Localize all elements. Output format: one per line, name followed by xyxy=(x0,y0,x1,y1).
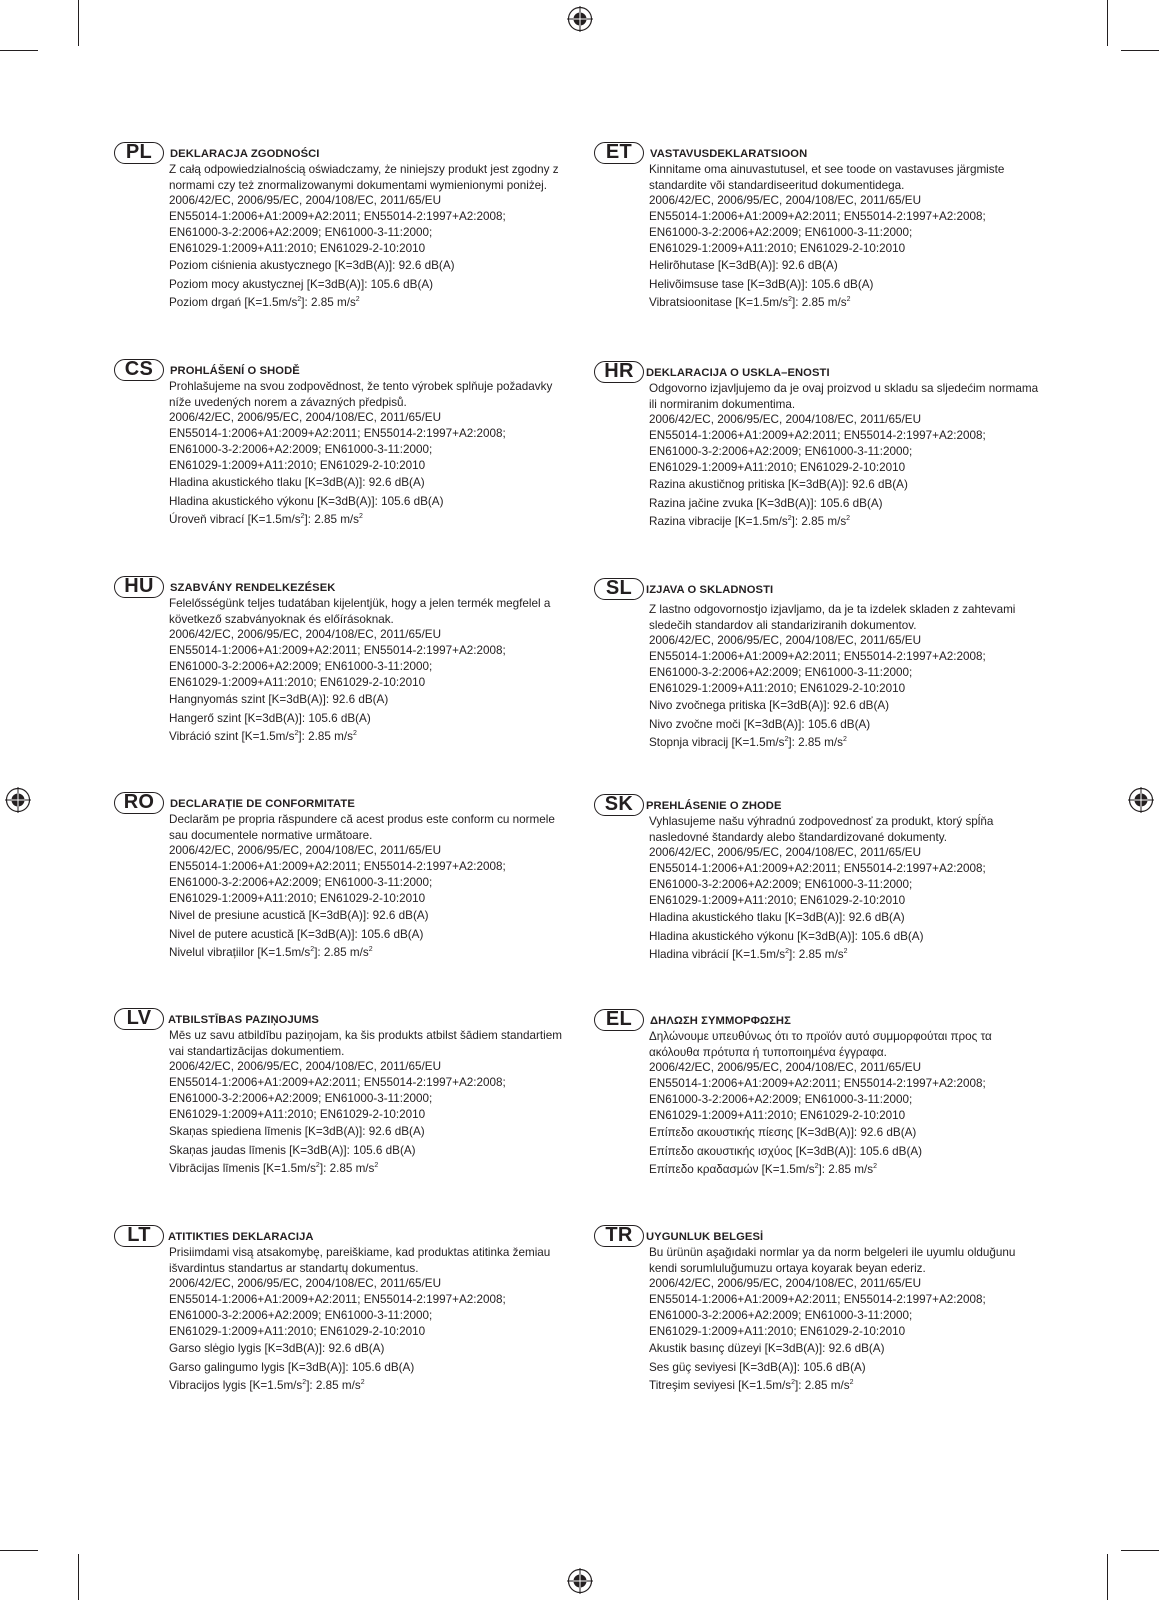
vibration-level xyxy=(649,734,1044,753)
vibration-value: ]: 2.85 m/s xyxy=(788,736,843,750)
standards-en55014: EN55014-1:2006+A1:2009+A2:2011; EN55014-2:1997+A2:2008; xyxy=(649,1077,986,1091)
declaration-body xyxy=(114,162,564,313)
vibration-label: Úroveň vibrací [K=1.5m/s xyxy=(169,513,301,527)
declaration-title: PROHLÁŠENÍ O SHODĚ xyxy=(170,365,300,377)
registration-mark-left xyxy=(5,787,31,813)
declaration-body xyxy=(594,381,1044,532)
vibration-value: ]: 2.85 m/s xyxy=(818,1163,874,1177)
sound-pressure-level: Akustik basınç düzeyi [K=3dB(A)]: 92.6 dB(A) xyxy=(649,1342,885,1356)
sound-power-level: Poziom mocy akustycznej [K=3dB(A)]: 105.6 dB(A) xyxy=(169,277,434,291)
declaration-statement: Felelősségünk teljes tudatában kijelentjük, hogy a jelen termék megfelel a következő szabványoknak és előírásoknak. xyxy=(169,597,551,626)
standards-en61029: EN61029-1:2009+A11:2010; EN61029-2-10:2010 xyxy=(649,461,906,475)
vibration-level xyxy=(649,513,1044,532)
superscript: 2 xyxy=(368,946,373,954)
sound-power-level: Nivel de putere acustică [K=3dB(A)]: 105.6 dB(A) xyxy=(169,927,424,941)
standards-en61000: EN61000-3-2:2006+A2:2009; EN61000-3-11:2000; xyxy=(649,445,913,459)
superscript: 2 xyxy=(374,1162,379,1170)
declaration-body xyxy=(114,1245,564,1396)
superscript: 2 xyxy=(785,948,789,956)
vibration-label: Vibráció szint [K=1.5m/s xyxy=(169,730,295,744)
sound-pressure-level: Hladina akustického tlaku [K=3dB(A)]: 92.6 dB(A) xyxy=(649,911,905,925)
superscript: 2 xyxy=(360,1379,365,1387)
declaration-hr xyxy=(594,361,1044,532)
crop-mark-bottom-left-vertical xyxy=(78,1554,79,1600)
declaration-statement: Declarăm pe propria răspundere că acest produs este conform cu normele sau documentele normative următoare. xyxy=(169,813,555,842)
declaration-statement: Kinnitame oma ainuvastutusel, et see toode on vastavuses järgmiste standardite või standardiseeritud dokumentidega. xyxy=(649,163,1005,192)
declaration-statement: Bu ürünün aşağıdaki normlar ya da norm belgeleri ile uyumlu olduğunu kendi sorumluluğumuzu ortaya koyarak beyan ederiz. xyxy=(649,1246,1016,1275)
language-code-badge: EL xyxy=(594,1009,644,1031)
standards-en61000: EN61000-3-2:2006+A2:2009; EN61000-3-11:2000; xyxy=(169,660,433,674)
superscript: 2 xyxy=(297,296,302,304)
vibration-value: ]: 2.85 m/s xyxy=(301,296,356,310)
standards-en55014: EN55014-1:2006+A1:2009+A2:2011; EN55014-2:1997+A2:2008; xyxy=(649,1293,986,1307)
vibration-label: Hladina vibrácií [K=1.5m/s xyxy=(649,948,786,962)
superscript: 2 xyxy=(788,296,793,304)
standards-en61000: EN61000-3-2:2006+A2:2009; EN61000-3-11:2000; xyxy=(169,443,433,457)
vibration-label: Titreşim seviyesi [K=1.5m/s xyxy=(649,1379,792,1393)
standards-directives: 2006/42/EC, 2006/95/EC, 2004/108/EC, 2011/65/EU xyxy=(649,634,922,648)
sound-power-level: Hladina akustického výkonu [K=3dB(A)]: 105.6 dB(A) xyxy=(169,494,444,508)
superscript: 2 xyxy=(784,736,789,744)
declaration-body xyxy=(114,379,564,530)
declaration-statement: Z całą odpowiedzialnością oświadczamy, że niniejszy produkt jest zgodny z normami czy też znormalizowanymi dokumentami wymienionymi poniżej. xyxy=(169,163,559,192)
declaration-header xyxy=(114,1008,564,1030)
superscript: 2 xyxy=(359,513,363,521)
declaration-title: VASTAVUSDEKLARATSIOON xyxy=(650,148,808,160)
declaration-title: ΔΗΛΩΣΗ ΣΥΜΜΟΡΦΩΣΗΣ xyxy=(650,1015,791,1027)
standards-en61000: EN61000-3-2:2006+A2:2009; EN61000-3-11:2000; xyxy=(649,226,913,240)
crop-mark-top-left-horizontal xyxy=(0,50,38,51)
declaration-title: DEKLARACIJA O USKLA–ENOSTI xyxy=(646,367,830,379)
declaration-header xyxy=(594,361,1044,383)
sound-power-level: Razina jačine zvuka [K=3dB(A)]: 105.6 dB(A) xyxy=(649,496,883,510)
declaration-lt xyxy=(114,1225,564,1396)
declaration-body xyxy=(114,596,564,747)
declaration-ro xyxy=(114,792,564,963)
standards-en61029: EN61029-1:2009+A11:2010; EN61029-2-10:2010 xyxy=(169,676,426,690)
declaration-title: UYGUNLUK BELGESİ xyxy=(646,1231,764,1243)
declaration-statement: Prisiimdami visą atsakomybę, pareiškiame, kad produktas atitinka žemiau išvardintus standartus ar standartų dokumentus. xyxy=(169,1246,551,1275)
declaration-title: IZJAVA O SKLADNOSTI xyxy=(646,584,774,596)
vibration-label: Vibrācijas līmenis [K=1.5m/s xyxy=(169,1162,316,1176)
superscript: 2 xyxy=(846,515,851,523)
crop-mark-bottom-right-vertical xyxy=(1107,1554,1108,1600)
sound-pressure-level: Hladina akustického tlaku [K=3dB(A)]: 92.6 dB(A) xyxy=(169,476,425,490)
standards-en61029: EN61029-1:2009+A11:2010; EN61029-2-10:2010 xyxy=(649,1325,906,1339)
vibration-level xyxy=(169,511,564,530)
declaration-tr xyxy=(594,1225,1044,1396)
vibration-level xyxy=(169,1160,564,1179)
standards-en61000: EN61000-3-2:2006+A2:2009; EN61000-3-11:2000; xyxy=(169,226,433,240)
standards-en61029: EN61029-1:2009+A11:2010; EN61029-2-10:2010 xyxy=(169,1108,426,1122)
vibration-level xyxy=(169,1377,564,1396)
standards-directives: 2006/42/EC, 2006/95/EC, 2004/108/EC, 2011/65/EU xyxy=(649,413,922,427)
crop-mark-bottom-left-horizontal xyxy=(0,1550,38,1551)
declaration-header xyxy=(594,794,1044,816)
language-code-badge: LV xyxy=(114,1008,164,1030)
standards-en61029: EN61029-1:2009+A11:2010; EN61029-2-10:2010 xyxy=(169,459,426,473)
vibration-value: ]: 2.85 m/s xyxy=(314,946,369,960)
sound-pressure-level: Hangnyomás szint [K=3dB(A)]: 92.6 dB(A) xyxy=(169,693,389,707)
vibration-label: Razina vibracije [K=1.5m/s xyxy=(649,515,788,529)
standards-directives: 2006/42/EC, 2006/95/EC, 2004/108/EC, 2011/65/EU xyxy=(649,194,922,208)
declaration-sk xyxy=(594,794,1044,965)
vibration-level xyxy=(649,1161,1044,1180)
language-code-badge: LT xyxy=(114,1225,164,1247)
standards-en55014: EN55014-1:2006+A1:2009+A2:2011; EN55014-2:1997+A2:2008; xyxy=(169,1293,506,1307)
vibration-level xyxy=(169,294,564,313)
declaration-body xyxy=(594,1245,1044,1396)
vibration-value: ]: 2.85 m/s xyxy=(306,1379,361,1393)
vibration-level xyxy=(169,944,564,963)
declaration-header xyxy=(594,142,1044,164)
vibration-label: Stopnja vibracij [K=1.5m/s xyxy=(649,736,785,750)
declaration-et xyxy=(594,142,1044,313)
vibration-value: ]: 2.85 m/s xyxy=(792,296,847,310)
standards-directives: 2006/42/EC, 2006/95/EC, 2004/108/EC, 2011/65/EU xyxy=(169,1277,442,1291)
standards-en61000: EN61000-3-2:2006+A2:2009; EN61000-3-11:2000; xyxy=(649,1093,913,1107)
declaration-statement: Δηλώνουμε υπευθύνως ότι το προϊόν αυτό συμμορφούται προς τα ακόλουθα πρότυπα ή τυποποιημένα έγγραφα. xyxy=(649,1030,992,1059)
declaration-body xyxy=(114,812,564,963)
superscript: 2 xyxy=(315,1162,320,1170)
declaration-header xyxy=(594,1009,1044,1031)
standards-directives: 2006/42/EC, 2006/95/EC, 2004/108/EC, 2011/65/EU xyxy=(169,1060,442,1074)
vibration-value: ]: 2.85 m/s xyxy=(304,513,360,527)
declaration-lv xyxy=(114,1008,564,1179)
declaration-header xyxy=(114,792,564,814)
standards-en61029: EN61029-1:2009+A11:2010; EN61029-2-10:2010 xyxy=(649,1109,906,1123)
sound-pressure-level: Επίπεδο ακουστικής πίεσης [K=3dB(A)]: 92.6 dB(A) xyxy=(649,1126,917,1140)
declaration-header xyxy=(114,576,564,598)
crop-mark-top-right-horizontal xyxy=(1121,50,1159,51)
declaration-header xyxy=(594,1225,1044,1247)
vibration-level xyxy=(649,294,1044,313)
vibration-label: Vibratsioonitase [K=1.5m/s xyxy=(649,296,789,310)
crop-mark-bottom-right-horizontal xyxy=(1121,1550,1159,1551)
vibration-value: ]: 2.85 m/s xyxy=(791,515,847,529)
standards-directives: 2006/42/EC, 2006/95/EC, 2004/108/EC, 2011/65/EU xyxy=(649,846,922,860)
language-code-badge: CS xyxy=(114,359,164,381)
vibration-label: Nivelul vibrațiilor [K=1.5m/s xyxy=(169,946,311,960)
superscript: 2 xyxy=(791,1379,796,1387)
declaration-header xyxy=(594,578,1044,600)
standards-directives: 2006/42/EC, 2006/95/EC, 2004/108/EC, 2011/65/EU xyxy=(169,194,442,208)
sound-pressure-level: Helirõhutase [K=3dB(A)]: 92.6 dB(A) xyxy=(649,259,838,273)
standards-en61029: EN61029-1:2009+A11:2010; EN61029-2-10:2010 xyxy=(649,682,906,696)
vibration-label: Vibracijos lygis [K=1.5m/s xyxy=(169,1379,303,1393)
declaration-title: DEKLARACJA ZGODNOŚCI xyxy=(170,148,320,160)
standards-directives: 2006/42/EC, 2006/95/EC, 2004/108/EC, 2011/65/EU xyxy=(169,844,442,858)
declaration-body xyxy=(114,1028,564,1179)
declaration-pl xyxy=(114,142,564,313)
sound-power-level: Garso galingumo lygis [K=3dB(A)]: 105.6 dB(A) xyxy=(169,1360,415,1374)
superscript: 2 xyxy=(352,730,357,738)
superscript: 2 xyxy=(355,296,360,304)
crop-mark-top-left-vertical xyxy=(78,0,79,46)
language-code-badge: PL xyxy=(114,142,164,164)
language-code-badge: SL xyxy=(594,578,644,600)
declaration-body xyxy=(594,1029,1044,1180)
declaration-title: ATBILSTĪBAS PAZIŅOJUMS xyxy=(168,1014,319,1026)
standards-en61029: EN61029-1:2009+A11:2010; EN61029-2-10:2010 xyxy=(169,1325,426,1339)
language-code-badge: SK xyxy=(594,794,644,816)
sound-pressure-level: Nivel de presiune acustică [K=3dB(A)]: 92.6 dB(A) xyxy=(169,909,429,923)
declaration-body xyxy=(594,602,1044,753)
sound-power-level: Helivõimsuse tase [K=3dB(A)]: 105.6 dB(A) xyxy=(649,277,874,291)
standards-directives: 2006/42/EC, 2006/95/EC, 2004/108/EC, 2011/65/EU xyxy=(169,628,442,642)
declaration-header xyxy=(114,1225,564,1247)
language-code-badge: ET xyxy=(594,142,644,164)
declaration-title: SZABVÁNY RENDELKEZÉSEK xyxy=(170,582,336,594)
declaration-body xyxy=(594,162,1044,313)
declaration-statement: Prohlašujeme na svou zodpovědnost, že tento výrobek splňuje požadavky níže uvedených norem a závazných předpisů. xyxy=(169,380,553,409)
sound-pressure-level: Garso slėgio lygis [K=3dB(A)]: 92.6 dB(A) xyxy=(169,1342,385,1356)
superscript: 2 xyxy=(846,296,851,304)
declaration-header xyxy=(114,142,564,164)
vibration-level xyxy=(649,1377,1044,1396)
declaration-header xyxy=(114,359,564,381)
standards-en61029: EN61029-1:2009+A11:2010; EN61029-2-10:2010 xyxy=(169,892,426,906)
standards-en55014: EN55014-1:2006+A1:2009+A2:2011; EN55014-2:1997+A2:2008; xyxy=(649,862,986,876)
crop-mark-top-right-vertical xyxy=(1107,0,1108,46)
declaration-body xyxy=(594,814,1044,965)
superscript: 2 xyxy=(787,515,792,523)
registration-mark-bottom xyxy=(567,1568,593,1594)
language-code-badge: HU xyxy=(114,576,164,598)
standards-en61000: EN61000-3-2:2006+A2:2009; EN61000-3-11:2000; xyxy=(169,876,433,890)
standards-en55014: EN55014-1:2006+A1:2009+A2:2011; EN55014-2:1997+A2:2008; xyxy=(169,860,506,874)
standards-en61029: EN61029-1:2009+A11:2010; EN61029-2-10:2010 xyxy=(649,242,906,256)
superscript: 2 xyxy=(814,1163,819,1171)
declaration-title: DECLARAȚIE DE CONFORMITATE xyxy=(170,798,355,810)
standards-en61000: EN61000-3-2:2006+A2:2009; EN61000-3-11:2000; xyxy=(649,878,913,892)
sound-power-level: Ses güç seviyesi [K=3dB(A)]: 105.6 dB(A) xyxy=(649,1360,866,1374)
standards-directives: 2006/42/EC, 2006/95/EC, 2004/108/EC, 2011/65/EU xyxy=(649,1277,922,1291)
vibration-label: Επίπεδο κραδασμών [K=1.5m/s xyxy=(649,1163,815,1177)
standards-directives: 2006/42/EC, 2006/95/EC, 2004/108/EC, 2011/65/EU xyxy=(169,411,442,425)
vibration-value: ]: 2.85 m/s xyxy=(319,1162,375,1176)
superscript: 2 xyxy=(843,948,848,956)
superscript: 2 xyxy=(849,1379,854,1387)
sound-power-level: Skaņas jaudas līmenis [K=3dB(A)]: 105.6 dB(A) xyxy=(169,1143,416,1157)
vibration-label: Poziom drgań [K=1.5m/s xyxy=(169,296,298,310)
sound-pressure-level: Razina akustičnog pritiska [K=3dB(A)]: 92.6 dB(A) xyxy=(649,478,908,492)
declaration-hu xyxy=(114,576,564,747)
superscript: 2 xyxy=(873,1163,877,1171)
registration-mark-right xyxy=(1128,787,1154,813)
declaration-title: PREHLÁSENIE O ZHODE xyxy=(646,800,782,812)
standards-en61000: EN61000-3-2:2006+A2:2009; EN61000-3-11:2000; xyxy=(649,666,913,680)
standards-directives: 2006/42/EC, 2006/95/EC, 2004/108/EC, 2011/65/EU xyxy=(649,1061,922,1075)
declaration-sl xyxy=(594,578,1044,753)
standards-en55014: EN55014-1:2006+A1:2009+A2:2011; EN55014-2:1997+A2:2008; xyxy=(649,429,986,443)
sound-power-level: Επίπεδο ακουστικής ισχύος [K=3dB(A)]: 105.6 dB(A) xyxy=(649,1144,923,1158)
declaration-statement: Z lastno odgovornostjo izjavljamo, da je ta izdelek skladen z zahtevami sledečih standardov ali standariziranih dokumentov. xyxy=(649,603,1016,632)
standards-en55014: EN55014-1:2006+A1:2009+A2:2011; EN55014-2:1997+A2:2008; xyxy=(649,210,986,224)
standards-en61029: EN61029-1:2009+A11:2010; EN61029-2-10:2010 xyxy=(169,242,426,256)
declaration-el xyxy=(594,1009,1044,1180)
vibration-value: ]: 2.85 m/s xyxy=(298,730,353,744)
language-code-badge: RO xyxy=(114,792,164,814)
standards-en55014: EN55014-1:2006+A1:2009+A2:2011; EN55014-2:1997+A2:2008; xyxy=(649,650,986,664)
sound-pressure-level: Poziom ciśnienia akustycznego [K=3dB(A)]: 92.6 dB(A) xyxy=(169,259,455,273)
standards-en55014: EN55014-1:2006+A1:2009+A2:2011; EN55014-2:1997+A2:2008; xyxy=(169,427,506,441)
vibration-level xyxy=(169,728,564,747)
declaration-statement: Vyhlasujeme našu výhradnú zodpovednosť za produkt, ktorý spĺňa nasledovné štandardy alebo štandardizované dokumenty. xyxy=(649,815,994,844)
sound-pressure-level: Skaņas spiediena līmenis [K=3dB(A)]: 92.6 dB(A) xyxy=(169,1125,425,1139)
sound-pressure-level: Nivo zvočnega pritiska [K=3dB(A)]: 92.6 dB(A) xyxy=(649,699,890,713)
standards-en61000: EN61000-3-2:2006+A2:2009; EN61000-3-11:2000; xyxy=(169,1092,433,1106)
standards-en61000: EN61000-3-2:2006+A2:2009; EN61000-3-11:2000; xyxy=(169,1309,433,1323)
superscript: 2 xyxy=(302,1379,307,1387)
standards-en55014: EN55014-1:2006+A1:2009+A2:2011; EN55014-2:1997+A2:2008; xyxy=(169,1076,506,1090)
standards-en61029: EN61029-1:2009+A11:2010; EN61029-2-10:2010 xyxy=(649,894,906,908)
declaration-statement: Odgovorno izjavljujemo da je ovaj proizvod u skladu sa sljedećim normama ili normiranim dokumentima. xyxy=(649,382,1039,411)
superscript: 2 xyxy=(310,946,315,954)
declaration-cs xyxy=(114,359,564,530)
standards-en55014: EN55014-1:2006+A1:2009+A2:2011; EN55014-2:1997+A2:2008; xyxy=(169,210,506,224)
standards-en55014: EN55014-1:2006+A1:2009+A2:2011; EN55014-2:1997+A2:2008; xyxy=(169,644,506,658)
superscript: 2 xyxy=(300,513,305,521)
vibration-value: ]: 2.85 m/s xyxy=(795,1379,850,1393)
standards-en61000: EN61000-3-2:2006+A2:2009; EN61000-3-11:2000; xyxy=(649,1309,913,1323)
superscript: 2 xyxy=(294,730,299,738)
sound-power-level: Hladina akustického výkonu [K=3dB(A)]: 105.6 dB(A) xyxy=(649,929,924,943)
vibration-level xyxy=(649,946,1044,965)
superscript: 2 xyxy=(842,736,847,744)
language-code-badge: TR xyxy=(594,1225,644,1247)
declaration-title: ATITIKTIES DEKLARACIJA xyxy=(168,1231,314,1243)
sound-power-level: Nivo zvočne moči [K=3dB(A)]: 105.6 dB(A) xyxy=(649,717,871,731)
vibration-value: ]: 2.85 m/s xyxy=(789,948,844,962)
sound-power-level: Hangerő szint [K=3dB(A)]: 105.6 dB(A) xyxy=(169,711,371,725)
language-code-badge: HR xyxy=(594,361,644,383)
declaration-statement: Mēs uz savu atbildību paziņojam, ka šis produkts atbilst šādiem standartiem vai standartizācijas dokumentiem. xyxy=(169,1029,563,1058)
registration-mark-top xyxy=(567,6,593,32)
